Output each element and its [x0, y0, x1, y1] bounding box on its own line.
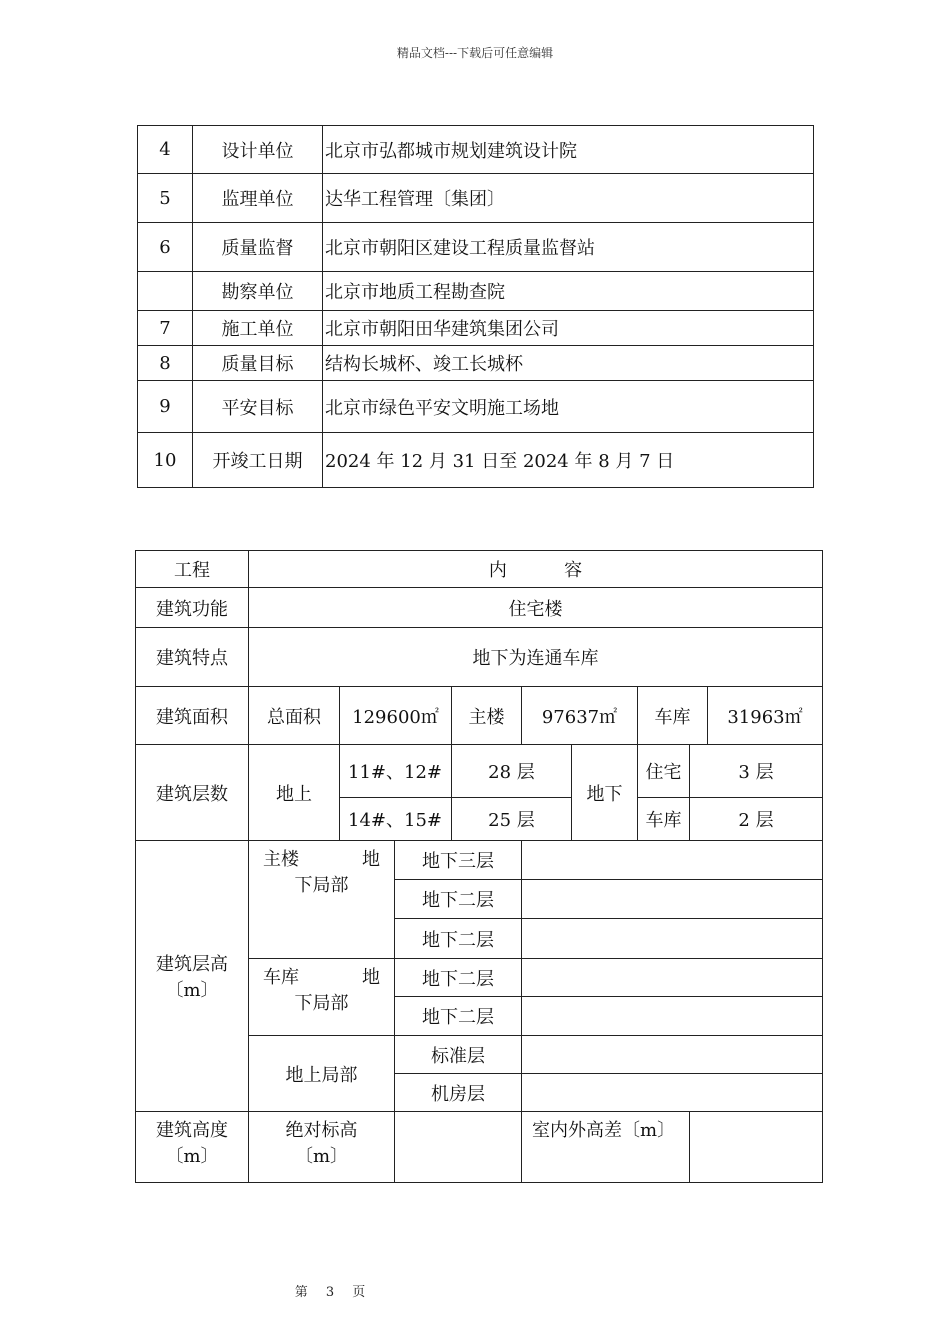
total-height-label: [136, 1112, 249, 1183]
garage-below-line1: [249, 963, 394, 989]
garage-below-line2: 下局部: [294, 993, 349, 1014]
table-row: [138, 272, 814, 311]
level-value: [522, 1036, 823, 1074]
abs-elevation-label-line2: 〔m〕: [294, 1146, 349, 1167]
level-name: 机房层: [395, 1074, 522, 1112]
row-label: 平安目标: [193, 381, 323, 433]
area-total-value: 129600㎡: [340, 687, 452, 745]
below-type: 住宅: [638, 745, 690, 798]
storey-height-label-line1: 建筑层高: [156, 954, 228, 975]
above-label: 地上: [249, 745, 340, 841]
abs-elevation-label-line1: 绝对标高: [285, 1120, 358, 1141]
row-value: 结构长城杯、竣工长城杯: [323, 346, 814, 381]
table-header-row: [136, 551, 823, 588]
row-value: 达华工程管理〔集团〕: [323, 174, 814, 223]
row-number: 4: [138, 126, 193, 174]
main-below-line2: 下局部: [294, 875, 349, 896]
total-height-label-line1: 建筑高度: [156, 1120, 228, 1141]
level-name: 地下二层: [395, 959, 522, 997]
above-floors: 25 层: [452, 798, 572, 841]
row-number: 10: [138, 433, 193, 488]
storey-height-label: [136, 841, 249, 1112]
abs-elevation-label: [249, 1112, 395, 1183]
in-out-diff-value: [690, 1112, 823, 1183]
row-value: 北京市绿色平安文明施工场地: [323, 381, 814, 433]
table-row: [136, 588, 823, 628]
level-name: 地下二层: [395, 880, 522, 919]
page-header: 精品文档---下载后可任意编辑: [396, 46, 554, 60]
below-floors: 2 层: [690, 798, 823, 841]
table-row: [136, 841, 823, 880]
level-name: 标准层: [395, 1036, 522, 1074]
row-label: 施工单位: [193, 311, 323, 346]
abs-elevation-value: [395, 1112, 522, 1183]
row-number: 9: [138, 381, 193, 433]
table-row: [136, 1112, 823, 1183]
table-row: [136, 628, 823, 687]
above-part-label: 地上局部: [249, 1036, 395, 1112]
area-garage-value: 31963㎡: [708, 687, 823, 745]
in-out-diff-label: 室内外高差〔m〕: [522, 1112, 690, 1183]
level-value: [522, 1074, 823, 1112]
below-type: 车库: [638, 798, 690, 841]
area-main-label: 主楼: [452, 687, 522, 745]
table-row: [138, 311, 814, 346]
level-name: 地下二层: [395, 997, 522, 1036]
area-garage-label: 车库: [638, 687, 708, 745]
feature-label: 建筑特点: [136, 628, 249, 687]
row-label: 监理单位: [193, 174, 323, 223]
main-below-word: 地: [362, 849, 380, 870]
page-footer: 第 3 页: [294, 1285, 366, 1300]
table-row: [138, 223, 814, 272]
row-label: 质量目标: [193, 346, 323, 381]
table-row: [136, 745, 823, 798]
row-label: 设计单位: [193, 126, 323, 174]
row-value: 北京市朝阳田华建筑集团公司: [323, 311, 814, 346]
row-number: 6: [138, 223, 193, 272]
garage-below-label: [249, 959, 395, 1036]
row-value: 北京市弘都城市规划建筑设计院: [323, 126, 814, 174]
table-row: [138, 174, 814, 223]
row-number: 7: [138, 311, 193, 346]
table-row: [136, 687, 823, 745]
row-number: [138, 272, 193, 311]
main-below-line1: [249, 845, 394, 871]
above-building: 14#、15#: [340, 798, 452, 841]
below-floors: 3 层: [690, 745, 823, 798]
level-value: [522, 880, 823, 919]
row-number: 5: [138, 174, 193, 223]
table-row: [138, 381, 814, 433]
floors-label: 建筑层数: [136, 745, 249, 841]
below-label: 地下: [572, 745, 638, 841]
garage-below-word: 地: [362, 967, 380, 988]
main-below-word: 主楼: [263, 849, 299, 870]
table-row: [138, 433, 814, 488]
level-name: 地下二层: [395, 919, 522, 959]
function-value: 住宅楼: [249, 588, 823, 628]
table-row: [138, 126, 814, 174]
above-building: 11#、12#: [340, 745, 452, 798]
row-label: 开竣工日期: [193, 433, 323, 488]
storey-height-label-line2: 〔m〕: [165, 980, 219, 1001]
function-label: 建筑功能: [136, 588, 249, 628]
area-label: 建筑面积: [136, 687, 249, 745]
area-total-label: 总面积: [249, 687, 340, 745]
level-value: [522, 841, 823, 880]
row-value: 北京市地质工程勘查院: [323, 272, 814, 311]
total-height-label-line2: 〔m〕: [165, 1146, 219, 1167]
row-number: 8: [138, 346, 193, 381]
row-label: 质量监督: [193, 223, 323, 272]
row-label: 勘察单位: [193, 272, 323, 311]
main-below-label: [249, 841, 395, 959]
level-value: [522, 997, 823, 1036]
above-floors: 28 层: [452, 745, 572, 798]
header-content-text: 内 容: [488, 560, 583, 581]
level-value: [522, 959, 823, 997]
garage-below-word: 车库: [263, 967, 299, 988]
level-name: 地下三层: [395, 841, 522, 880]
building-overview-table: [135, 550, 823, 1183]
feature-value: 地下为连通车库: [249, 628, 823, 687]
header-item: 工程: [136, 551, 249, 588]
level-value: [522, 919, 823, 959]
row-value: 2024 年 12 月 31 日至 2024 年 8 月 7 日: [323, 433, 814, 488]
row-value: 北京市朝阳区建设工程质量监督站: [323, 223, 814, 272]
table-row: [138, 346, 814, 381]
project-info-table: [137, 125, 814, 488]
area-main-value: 97637㎡: [522, 687, 638, 745]
header-content: [249, 551, 823, 588]
